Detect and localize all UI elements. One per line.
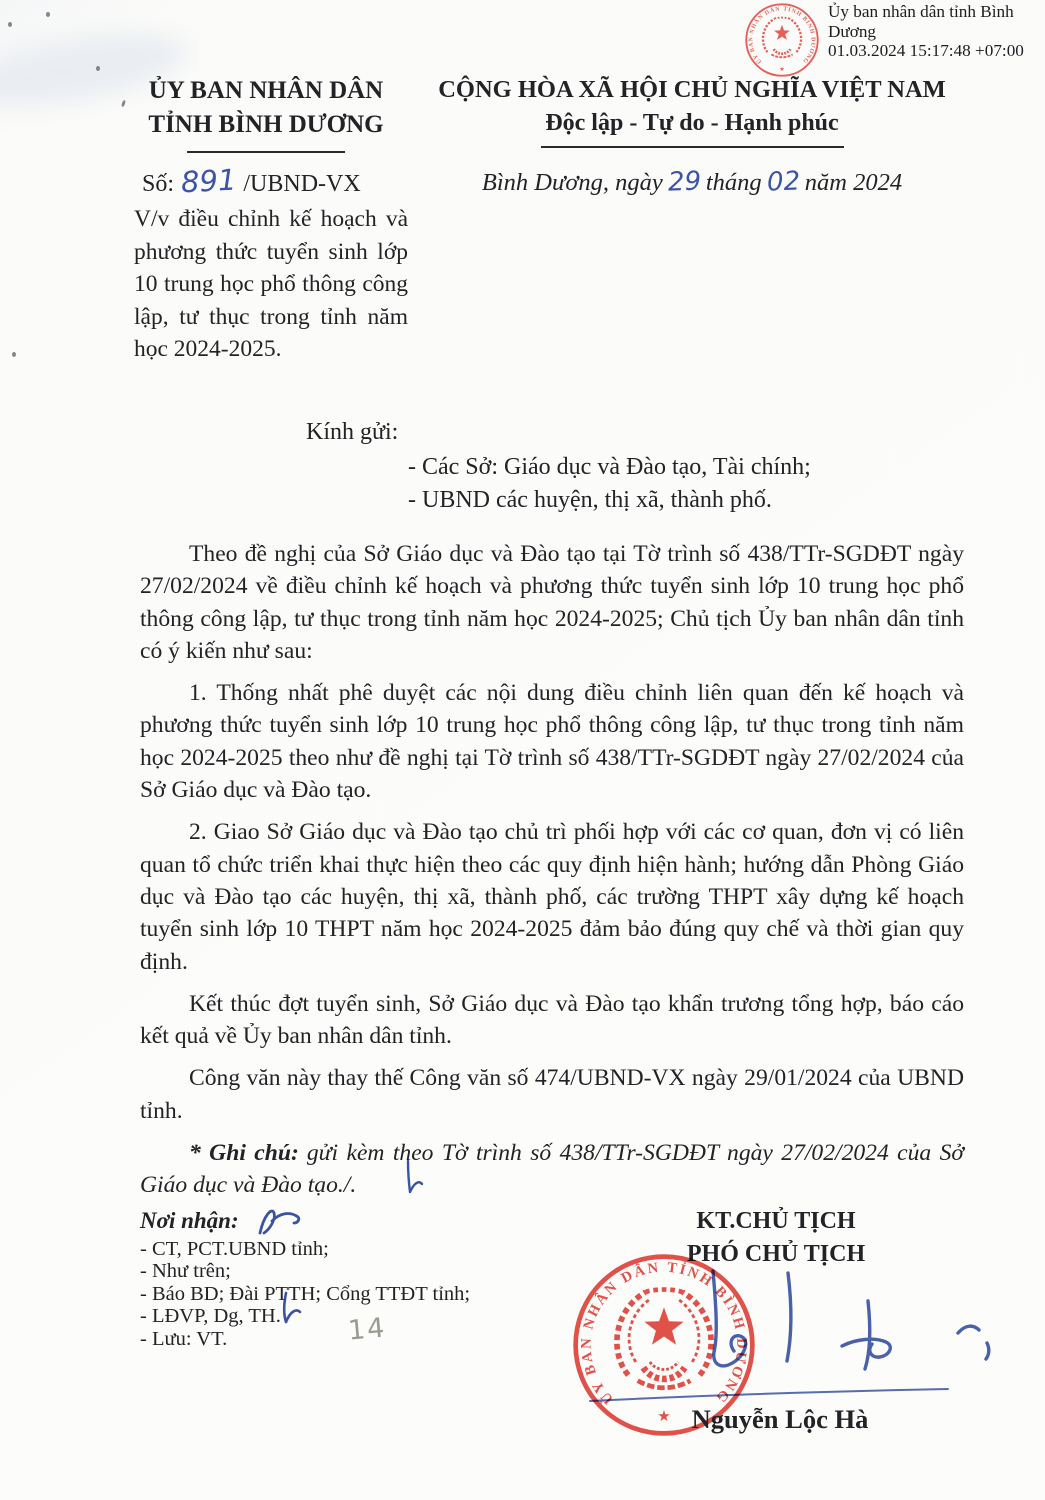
provincial-seal-icon	[744, 2, 820, 78]
doc-number-suffix: /UBND-VX	[243, 171, 361, 197]
distribution-item: - Báo BD; Đài PTTH; Cổng TTĐT tỉnh;	[140, 1282, 471, 1305]
date-thang: tháng	[705, 169, 762, 196]
paragraph: 2. Giao Sở Giáo dục và Đào tạo chủ trì phối hợp với các cơ quan, đơn vị có liên quan tổ chức triển khai thực hiện theo các quy định hiện hành; hướng dẫn Phòng Giáo dục và Đào tạo các huyện, thị xã, thành phố, các trường THPT xây dựng kế hoạch tuyển sinh lớp 10 THPT năm học 2024-2025 đảm bảo đúng quy chế và thời gian quy định.	[140, 819, 964, 975]
place-date-line	[418, 167, 966, 197]
scan-artifact	[8, 22, 12, 27]
recipients-footer-label: Nơi nhận:	[140, 1208, 239, 1233]
date-suffix: năm 2024	[804, 169, 903, 196]
handwritten-initials-icon	[252, 1203, 304, 1239]
handwritten-tick-icon	[398, 1158, 424, 1198]
date-day-handwritten: 29	[667, 166, 702, 198]
scan-artifact	[46, 12, 50, 17]
note-text: gửi kèm theo Tờ trình số 438/TTr-SGDĐT ngày 27/02/2024 của Sở Giáo dục và Đào tạo./.	[140, 1140, 964, 1199]
doc-number-handwritten: 891	[180, 162, 238, 200]
org-name-line2: TỈNH BÌNH DƯƠNG	[148, 111, 384, 138]
svg-text:ỦY BAN NHÂN DÂN TỈNH BÌNH DƯƠN: ỦY BAN NHÂN DÂN TỈNH BÌNH DƯƠNG	[578, 1259, 750, 1408]
recipient-item: - UBND các huyện, thị xã, thành phố.	[408, 487, 772, 513]
distribution-item: - Như trên;	[140, 1260, 231, 1283]
national-line2: Độc lập - Tự do - Hạnh phúc	[545, 110, 839, 136]
signer-title-line2: PHÓ CHỦ TỊCH	[686, 1241, 866, 1267]
salutation-label: Kính gửi:	[306, 419, 399, 445]
doc-number-prefix: Số:	[142, 171, 175, 197]
signer-title-line1: KT.CHỦ TỊCH	[696, 1208, 856, 1234]
recipient-item: - Các Sở: Giáo dục và Đào tạo, Tài chính;	[408, 454, 811, 480]
paragraph: Kết thúc đợt tuyển sinh, Sở Giáo dục và Đào tạo khẩn trương tổng hợp, báo cáo kết quả về Ủy ban nhân dân tỉnh.	[140, 990, 964, 1050]
recipients-list	[408, 451, 811, 517]
handwritten-signature	[550, 1243, 1020, 1413]
note-label: * Ghi chú:	[189, 1140, 299, 1167]
note-paragraph	[140, 1137, 964, 1202]
digital-signature-stamp	[744, 2, 1044, 78]
distribution-item: - LĐVP, Dg, TH.	[140, 1305, 281, 1328]
doc-body	[140, 538, 964, 1212]
date-prefix: Bình Dương, ngày	[481, 169, 663, 196]
issuing-org-block	[126, 74, 406, 153]
paragraph: Công văn này thay thế Công văn số 474/UBND-VX ngày 29/01/2024 của UBND tỉnh.	[140, 1065, 964, 1124]
scan-artifact	[96, 66, 100, 71]
distribution-item: - CT, PCT.UBND tỉnh;	[140, 1238, 329, 1260]
national-line1: CỘNG HÒA XÃ HỘI CHỦ NGHĨA VIỆT NAM	[438, 76, 946, 103]
signature-underline	[590, 1389, 948, 1401]
distribution-item: - Lưu: VT.	[140, 1327, 228, 1350]
org-underline	[187, 151, 345, 153]
distribution-list	[140, 1238, 470, 1350]
svg-text:ỦY BAN NHÂN DÂN TỈNH BÌNH DƯƠN: ỦY BAN NHÂN DÂN TỈNH BÌNH DƯƠNG	[748, 6, 816, 65]
national-motto-block	[418, 74, 966, 148]
svg-text:★: ★	[657, 1407, 671, 1426]
doc-number-line	[142, 164, 361, 198]
svg-text:★: ★	[779, 65, 785, 73]
paragraph: 1. Thống nhất phê duyệt các nội dung điều chỉnh liên quan đến kế hoạch và phương thức tuyển sinh lớp 10 trung học phổ thông công lập, tư thục trong tỉnh năm học 2024-2025 theo như đề nghị tại Tờ trình số 438/TTr-SGDĐT ngày 27/02/2024 của Sở Giáo dục và Đào tạo.	[140, 680, 964, 804]
date-month-handwritten: 02	[766, 166, 801, 198]
motto-underline	[541, 146, 844, 148]
pencil-annotation: 14	[346, 1312, 388, 1347]
stamp-org-name: Ủy ban nhân dân tỉnh Bình Dương	[828, 2, 1014, 41]
stamp-datetime: 01.03.2024 15:17:48 +07:00	[828, 41, 1024, 61]
org-name-line1: ỦY BAN NHÂN DÂN	[148, 77, 384, 104]
scan-artifact	[12, 352, 16, 357]
doc-subject: V/v điều chỉnh kế hoạch và phương thức tuyển sinh lớp 10 trung học phổ thông công lập, tư thục trong tỉnh năm học 2024-2025.	[134, 206, 408, 362]
handwritten-tick-icon	[270, 1290, 304, 1326]
signer-name: Nguyễn Lộc Hà	[691, 1404, 869, 1434]
paragraph: Theo đề nghị của Sở Giáo dục và Đào tạo tại Tờ trình số 438/TTr-SGDĐT ngày 27/02/2024 về điều chỉnh kế hoạch và phương thức tuyển sinh lớp 10 trung học phổ thông công lập, tư thục trong tỉnh năm học 2024-2025; Chủ tịch Ủy ban nhân dân tỉnh có ý kiến như sau:	[140, 541, 964, 664]
